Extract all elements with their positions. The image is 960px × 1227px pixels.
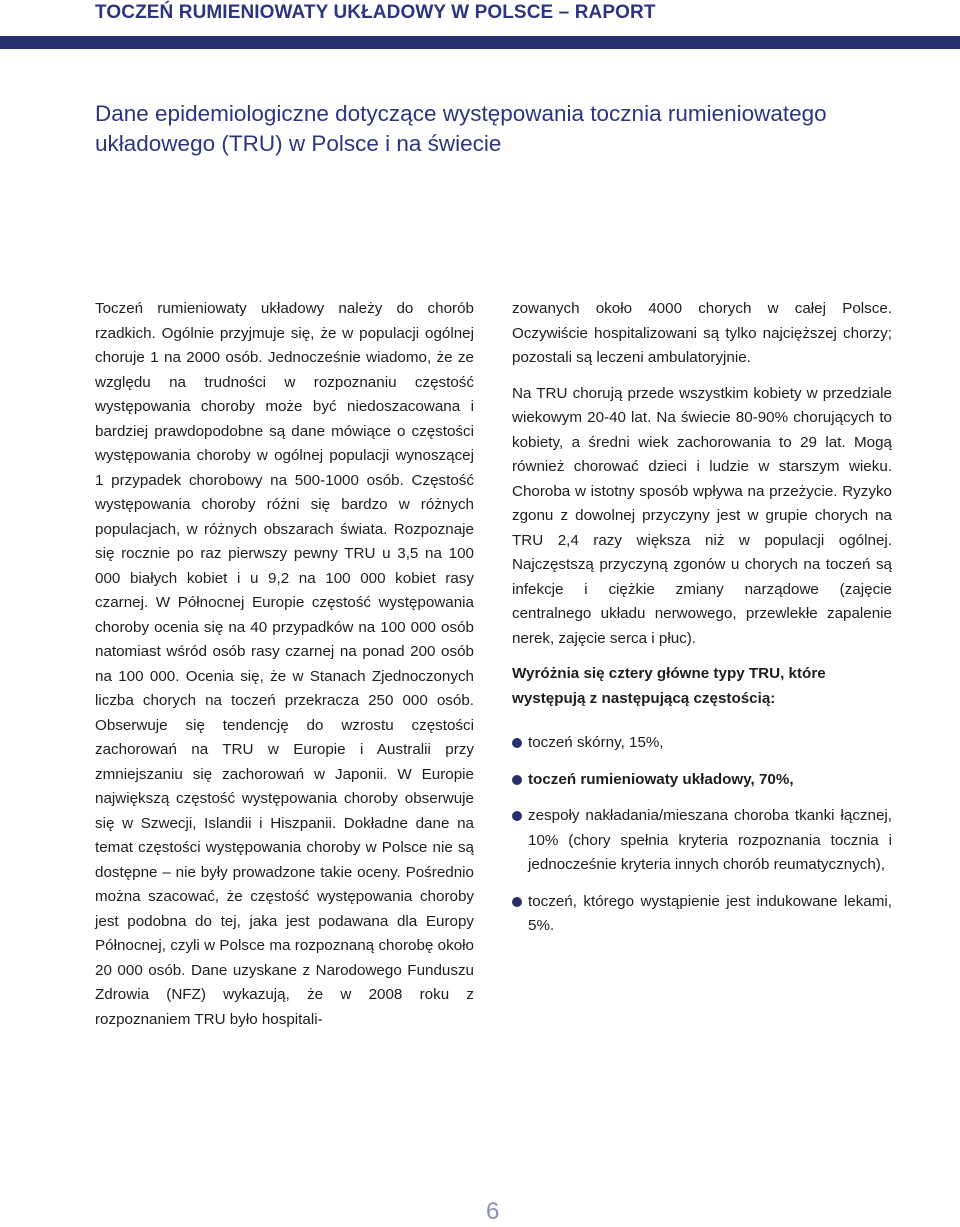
right-paragraph-2: Na TRU chorują przede wszystkim kobiety w przedziale wiekowym 20-40 lat. Na świecie 80-90% chorujących to kobiety, a średni wiek zachorowania to 29 lat. Mogą również chorować dzieci i ludzie w starszym wieku. Choroba w istotny sposób wpływa na przeżycie. Ryzyko zgonu z dowolnej przyczyny jest w grupie chorych na TRU 2,4 razy większa niż w populacji ogólnej. Najczęstszą przyczyną zgonów u chorych na toczeń są infekcje i ciężkie zmiany narządowe (zajęcie centralnego układu nerwowego, przewlekłe zapalenie nerek, zajęcie serca i płuc). [512, 384, 892, 647]
left-column [95, 297, 474, 1032]
bullet-icon [512, 738, 522, 748]
page-number: 6 [486, 1198, 500, 1225]
types-lead: Wyróżnia się cztery główne typy TRU, które występują z następującą częstością: [512, 665, 826, 707]
list-item [512, 731, 892, 756]
bullet-icon [512, 775, 522, 785]
bullet-icon [512, 811, 522, 821]
right-paragraph-1: zowanych około 4000 chorych w całej Polsce. Oczywiście hospitalizowani są tylko najcięższej chorzy; pozostali są leczeni ambulatoryjnie. [512, 300, 892, 366]
bullet-icon [512, 897, 522, 907]
types-list [512, 731, 892, 939]
list-item [512, 890, 892, 939]
header-bar [0, 36, 960, 49]
list-item-text: toczeń skórny, 15%, [528, 734, 664, 751]
page-title: Dane epidemiologiczne dotyczące występowania tocznia rumieniowatego układowego (TRU) w Polsce i na świecie [95, 101, 827, 156]
list-item-text: zespoły nakładania/mieszana choroba tkanki łącznej, 10% (chory spełnia kryteria rozpoznania tocznia i jednocześnie kryteria innych chorób reumatycznych), [528, 807, 892, 873]
list-item [512, 768, 892, 793]
left-column-paragraph: Toczeń rumieniowaty układowy należy do chorób rzadkich. Ogólnie przyjmuje się, że w populacji ogólnej choruje 1 na 2000 osób. Jednocześnie wiadomo, że ze względu na trudności w rozpoznaniu częstość występowania choroby może być niedoszacowana i bardziej prawdopodobne są dane mówiące o częstości występowania choroby w ogólnej populacji wynoszącej 1 przypadek chorobowy na 500-1000 osób. Częstość występowania choroby różni się bardzo w różnych populacjach, w różnych obszarach świata. Rozpoznaje się rocznie po raz pierwszy pewny TRU u 3,5 na 100 000 białych kobiet i u 9,2 na 100 000 kobiet rasy czarnej. W Północnej Europie częstość występowania choroby ocenia się na 40 przypadków na 100 000 osób natomiast wśród osób rasy czarnej na ponad 200 osób na 100 000. Ocenia się, że w Stanach Zjednoczonych liczba chorych na toczeń przekracza 250 000 osób. Obserwuje się tendencję do wzrostu częstości zachorowań na TRU w Europie i Australii przy zmniejszaniu się zachorowań w Japonii. W Europie największą częstość występowania choroby obserwuje się w Szwecji, Islandii i Hiszpanii. Dokładne dane na temat częstości występowania choroby w Polsce nie są dostępne – nie były prowadzone takie oceny. Pośrednio można szacować, że częstość występowania choroby jest podobna do tej, jaka jest podawana dla Europy Północnej, czyli w Polsce ma rozpoznaną chorobę około 20 000 osób. Dane uzyskane z Narodowego Funduszu Zdrowia (NFZ) wykazują, że w 2008 roku z rozpoznaniem TRU było hospitali- [95, 300, 474, 1028]
list-item [512, 804, 892, 878]
right-column [512, 297, 892, 951]
list-item-text: toczeń rumieniowaty układowy, 70%, [528, 770, 794, 788]
report-header-title: TOCZEŃ RUMIENIOWATY UKŁADOWY W POLSCE – RAPORT [95, 2, 656, 23]
list-item-text: toczeń, którego wystąpienie jest indukowane lekami, 5%. [528, 892, 892, 934]
